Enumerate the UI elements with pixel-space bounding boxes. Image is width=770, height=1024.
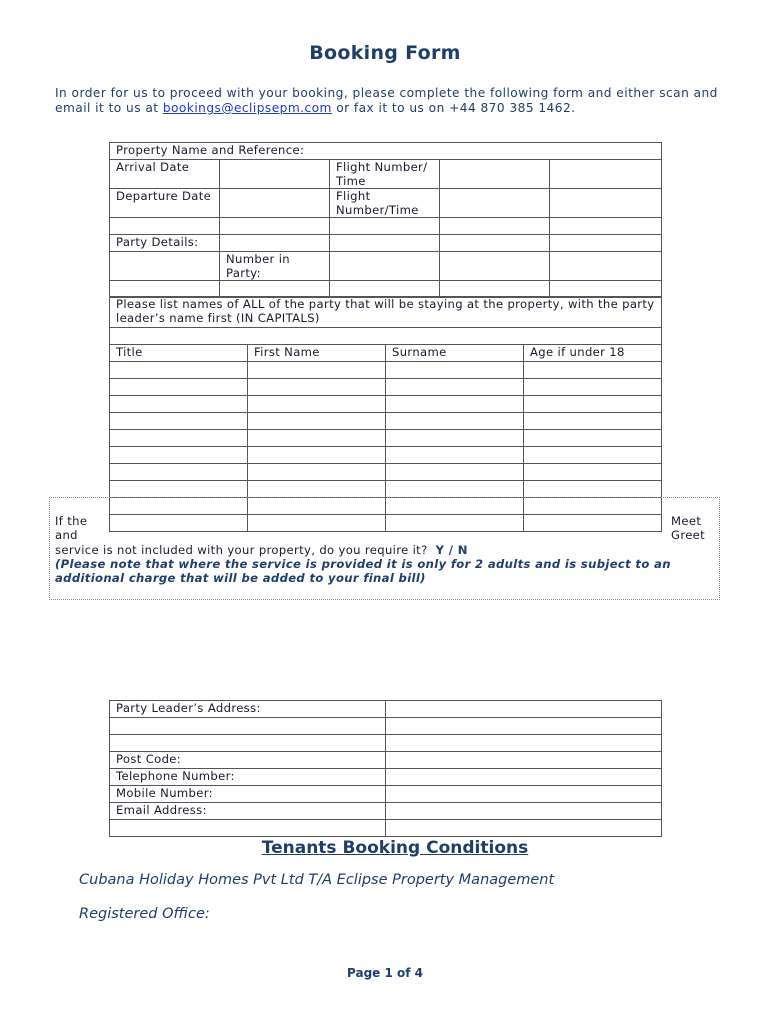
meet-greet-question-text: service is not included with your property, do you require it? (55, 543, 428, 557)
page-number: Page 1 of 4 (347, 966, 423, 980)
title-field[interactable] (110, 413, 248, 430)
party-member-row (110, 464, 662, 481)
surname-field[interactable] (386, 447, 524, 464)
party-leader-address-label: Party Leader’s Address: (110, 701, 386, 718)
empty-cell (386, 820, 662, 837)
meet-greet-right-text: Meet Greet (671, 514, 706, 542)
arrival-date-field[interactable] (220, 160, 330, 189)
arrival-date-label: Arrival Date (110, 160, 220, 189)
surname-field[interactable] (386, 413, 524, 430)
empty-cell (220, 235, 330, 252)
party-member-row (110, 396, 662, 413)
surname-field[interactable] (386, 430, 524, 447)
post-code-field[interactable] (386, 752, 662, 769)
empty-cell (110, 820, 386, 837)
booking-details-table (109, 142, 662, 298)
registered-office-label: Registered Office: (79, 906, 210, 922)
departure-flight-time-field[interactable] (550, 189, 662, 218)
property-name-label: Property Name and Reference: (110, 143, 662, 160)
age-field[interactable] (524, 464, 662, 481)
title-field[interactable] (110, 362, 248, 379)
surname-field[interactable] (386, 481, 524, 498)
empty-cell (550, 218, 662, 235)
number-in-party-field[interactable] (330, 252, 440, 281)
empty-cell (110, 281, 220, 298)
column-header-age: Age if under 18 (524, 345, 662, 362)
column-header-first-name: First Name (248, 345, 386, 362)
age-field[interactable] (524, 413, 662, 430)
first-name-field[interactable] (248, 413, 386, 430)
empty-cell (110, 735, 386, 752)
party-member-row (110, 430, 662, 447)
company-name: Cubana Holiday Homes Pvt Ltd T/A Eclipse Property Management (79, 872, 555, 888)
mobile-label: Mobile Number: (110, 786, 386, 803)
email-field[interactable] (386, 803, 662, 820)
address-line-2-field[interactable] (386, 718, 662, 735)
surname-field[interactable] (386, 396, 524, 413)
party-member-row (110, 362, 662, 379)
party-member-row (110, 447, 662, 464)
first-name-field[interactable] (248, 464, 386, 481)
departure-date-label: Departure Date (110, 189, 220, 218)
age-field[interactable] (524, 481, 662, 498)
departure-date-field[interactable] (220, 189, 330, 218)
empty-cell (550, 252, 662, 281)
intro-text-before: In order for us to proceed with your booking, please complete the following form and either scan and email it to us at (55, 86, 718, 115)
empty-cell (110, 252, 220, 281)
yes-no-choice[interactable]: Y / N (435, 543, 468, 557)
age-field[interactable] (524, 430, 662, 447)
intro-text-after: or fax it to us on +44 870 385 1462. (331, 101, 576, 115)
first-name-field[interactable] (248, 430, 386, 447)
telephone-field[interactable] (386, 769, 662, 786)
first-name-field[interactable] (248, 379, 386, 396)
surname-field[interactable] (386, 379, 524, 396)
party-names-instruction: Please list names of ALL of the party that will be staying at the property, with the party leader’s name first (IN CAPITALS) (110, 297, 662, 328)
column-header-surname: Surname (386, 345, 524, 362)
first-name-field[interactable] (248, 362, 386, 379)
surname-field[interactable] (386, 464, 524, 481)
party-member-row (110, 379, 662, 396)
address-line-3-field[interactable] (386, 735, 662, 752)
empty-cell (440, 252, 550, 281)
mobile-field[interactable] (386, 786, 662, 803)
party-member-row (110, 413, 662, 430)
column-header-title: Title (110, 345, 248, 362)
email-label: Email Address: (110, 803, 386, 820)
title-field[interactable] (110, 430, 248, 447)
intro-paragraph (55, 86, 725, 116)
title-field[interactable] (110, 379, 248, 396)
title-field[interactable] (110, 464, 248, 481)
telephone-label: Telephone Number: (110, 769, 386, 786)
empty-cell (440, 218, 550, 235)
departure-flight-field[interactable] (440, 189, 550, 218)
arrival-flight-field[interactable] (440, 160, 550, 189)
party-member-row (110, 481, 662, 498)
empty-cell (330, 218, 440, 235)
empty-cell (330, 281, 440, 298)
first-name-field[interactable] (248, 447, 386, 464)
booking-email-link[interactable]: bookings@eclipsepm.com (162, 101, 332, 115)
first-name-field[interactable] (248, 396, 386, 413)
address-line-1-field[interactable] (386, 701, 662, 718)
title-field[interactable] (110, 396, 248, 413)
age-field[interactable] (524, 379, 662, 396)
departure-flight-label: Flight Number/Time (330, 189, 440, 218)
age-field[interactable] (524, 362, 662, 379)
empty-cell (110, 718, 386, 735)
empty-row (110, 328, 662, 345)
party-details-label: Party Details: (110, 235, 220, 252)
empty-cell (220, 281, 330, 298)
arrival-flight-time-field[interactable] (550, 160, 662, 189)
page-title: Booking Form (309, 42, 461, 64)
age-field[interactable] (524, 396, 662, 413)
empty-cell (550, 235, 662, 252)
conditions-heading: Tenants Booking Conditions (261, 838, 529, 858)
meet-greet-left-text: If the and (55, 514, 88, 542)
title-field[interactable] (110, 481, 248, 498)
party-leader-address-table (109, 700, 662, 837)
empty-cell (440, 281, 550, 298)
first-name-field[interactable] (248, 481, 386, 498)
number-in-party-label: Number in Party: (220, 252, 330, 281)
empty-cell (550, 281, 662, 298)
title-field[interactable] (110, 447, 248, 464)
age-field[interactable] (524, 447, 662, 464)
meet-greet-question (55, 543, 715, 557)
empty-cell (440, 235, 550, 252)
empty-cell (330, 235, 440, 252)
flight-number-time-label: Flight Number/ Time (330, 160, 440, 189)
post-code-label: Post Code: (110, 752, 386, 769)
empty-cell (110, 218, 220, 235)
surname-field[interactable] (386, 362, 524, 379)
meet-greet-note: (Please note that where the service is provided it is only for 2 adults and is subject to an additional charge that will be added to your final bill) (55, 557, 671, 585)
empty-cell (220, 218, 330, 235)
